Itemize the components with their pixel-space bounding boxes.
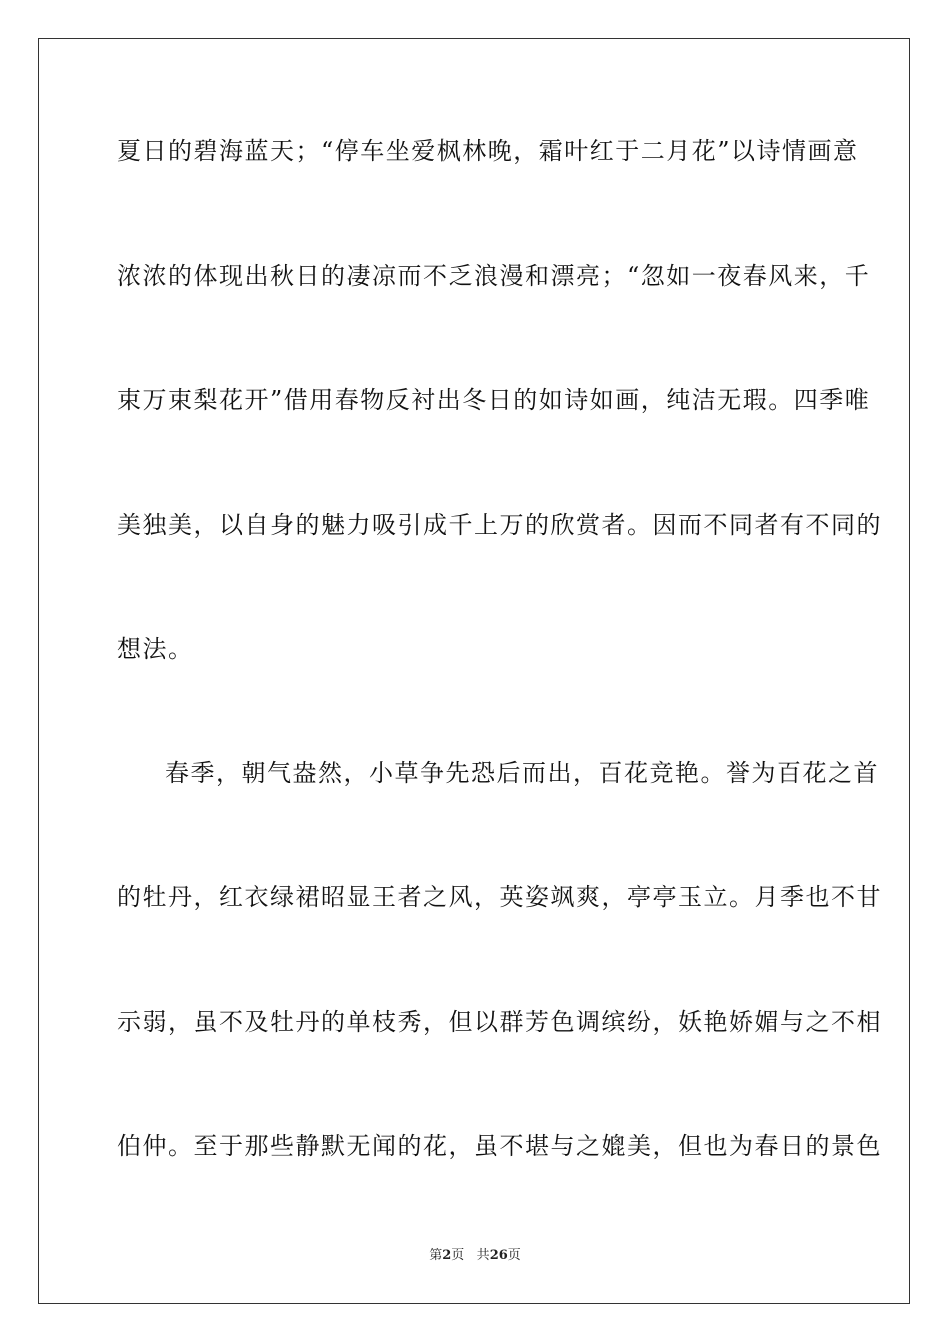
body-text-line: 夏日的碧海蓝天；“停车坐爱枫林晚，霜叶红于二月花”以诗情画意 [117,137,859,165]
total-pages: 26 [489,1248,508,1263]
page-border [38,38,910,1304]
total-prefix: 共 [476,1248,490,1263]
body-text-line: 的牡丹，红衣绿裙昭显王者之风，英姿飒爽，亭亭玉立。月季也不甘 [117,883,882,911]
body-text-line: 想法。 [117,635,194,663]
body-text-line: 浓浓的体现出秋日的凄凉而不乏浪漫和漂亮；“忽如一夜春风来，千 [117,262,871,290]
body-text-line: 伯仲。至于那些静默无闻的花，虽不堪与之媲美，但也为春日的景色 [117,1132,882,1160]
page-suffix: 页 [451,1248,465,1263]
body-text-line: 美独美，以自身的魅力吸引成千上万的欣赏者。因而不同者有不同的 [117,511,882,539]
total-suffix: 页 [507,1248,521,1263]
paragraph-first-line: 春季，朝气盎然，小草争先恐后而出，百花竞艳。誉为百花之首 [165,759,879,787]
page-number: 2 [442,1248,452,1263]
page-footer [0,1247,950,1265]
body-text-line: 束万束梨花开”借用春物反衬出冬日的如诗如画，纯洁无瑕。四季唯 [117,386,871,414]
page-prefix: 第 [429,1248,443,1263]
body-text-line: 示弱，虽不及牡丹的单枝秀，但以群芳色调缤纷，妖艳娇媚与之不相 [117,1008,882,1036]
